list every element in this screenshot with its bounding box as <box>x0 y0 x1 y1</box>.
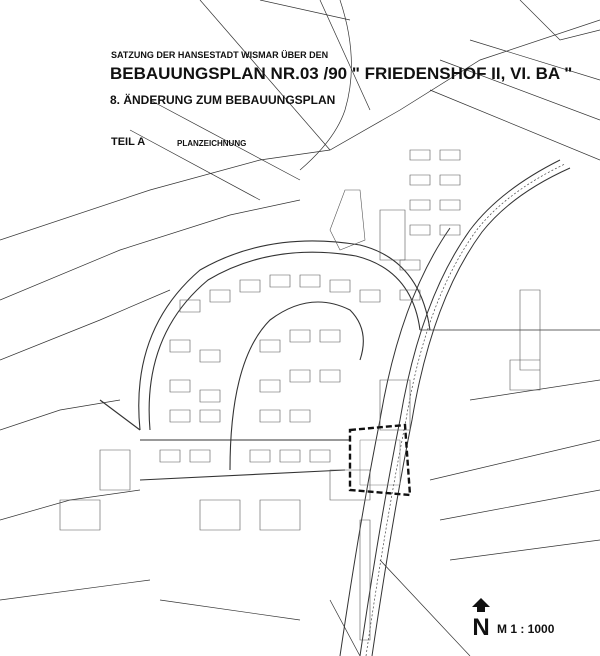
building-plots <box>60 150 540 640</box>
railway <box>366 164 565 656</box>
statute-heading: SATZUNG DER HANSESTADT WISMAR ÜBER DEN <box>111 50 329 60</box>
amendment-title: 8. ÄNDERUNG ZUM BEBAUUNGSPLAN <box>110 93 336 107</box>
plan-title: BEBAUUNGSPLAN NR.03 /90 " FRIEDENSHOF II, VI. BA " <box>110 64 573 83</box>
main-road <box>340 160 570 656</box>
change-area-boundary <box>350 425 410 495</box>
part-description: PLANZEICHNUNG <box>177 139 247 148</box>
scale-label: M 1 : 1000 <box>497 622 555 636</box>
residential-loop-road <box>100 241 430 480</box>
part-label: TEIL A <box>111 136 146 148</box>
north-label: N <box>472 614 490 636</box>
north-arrow-icon <box>472 598 490 636</box>
